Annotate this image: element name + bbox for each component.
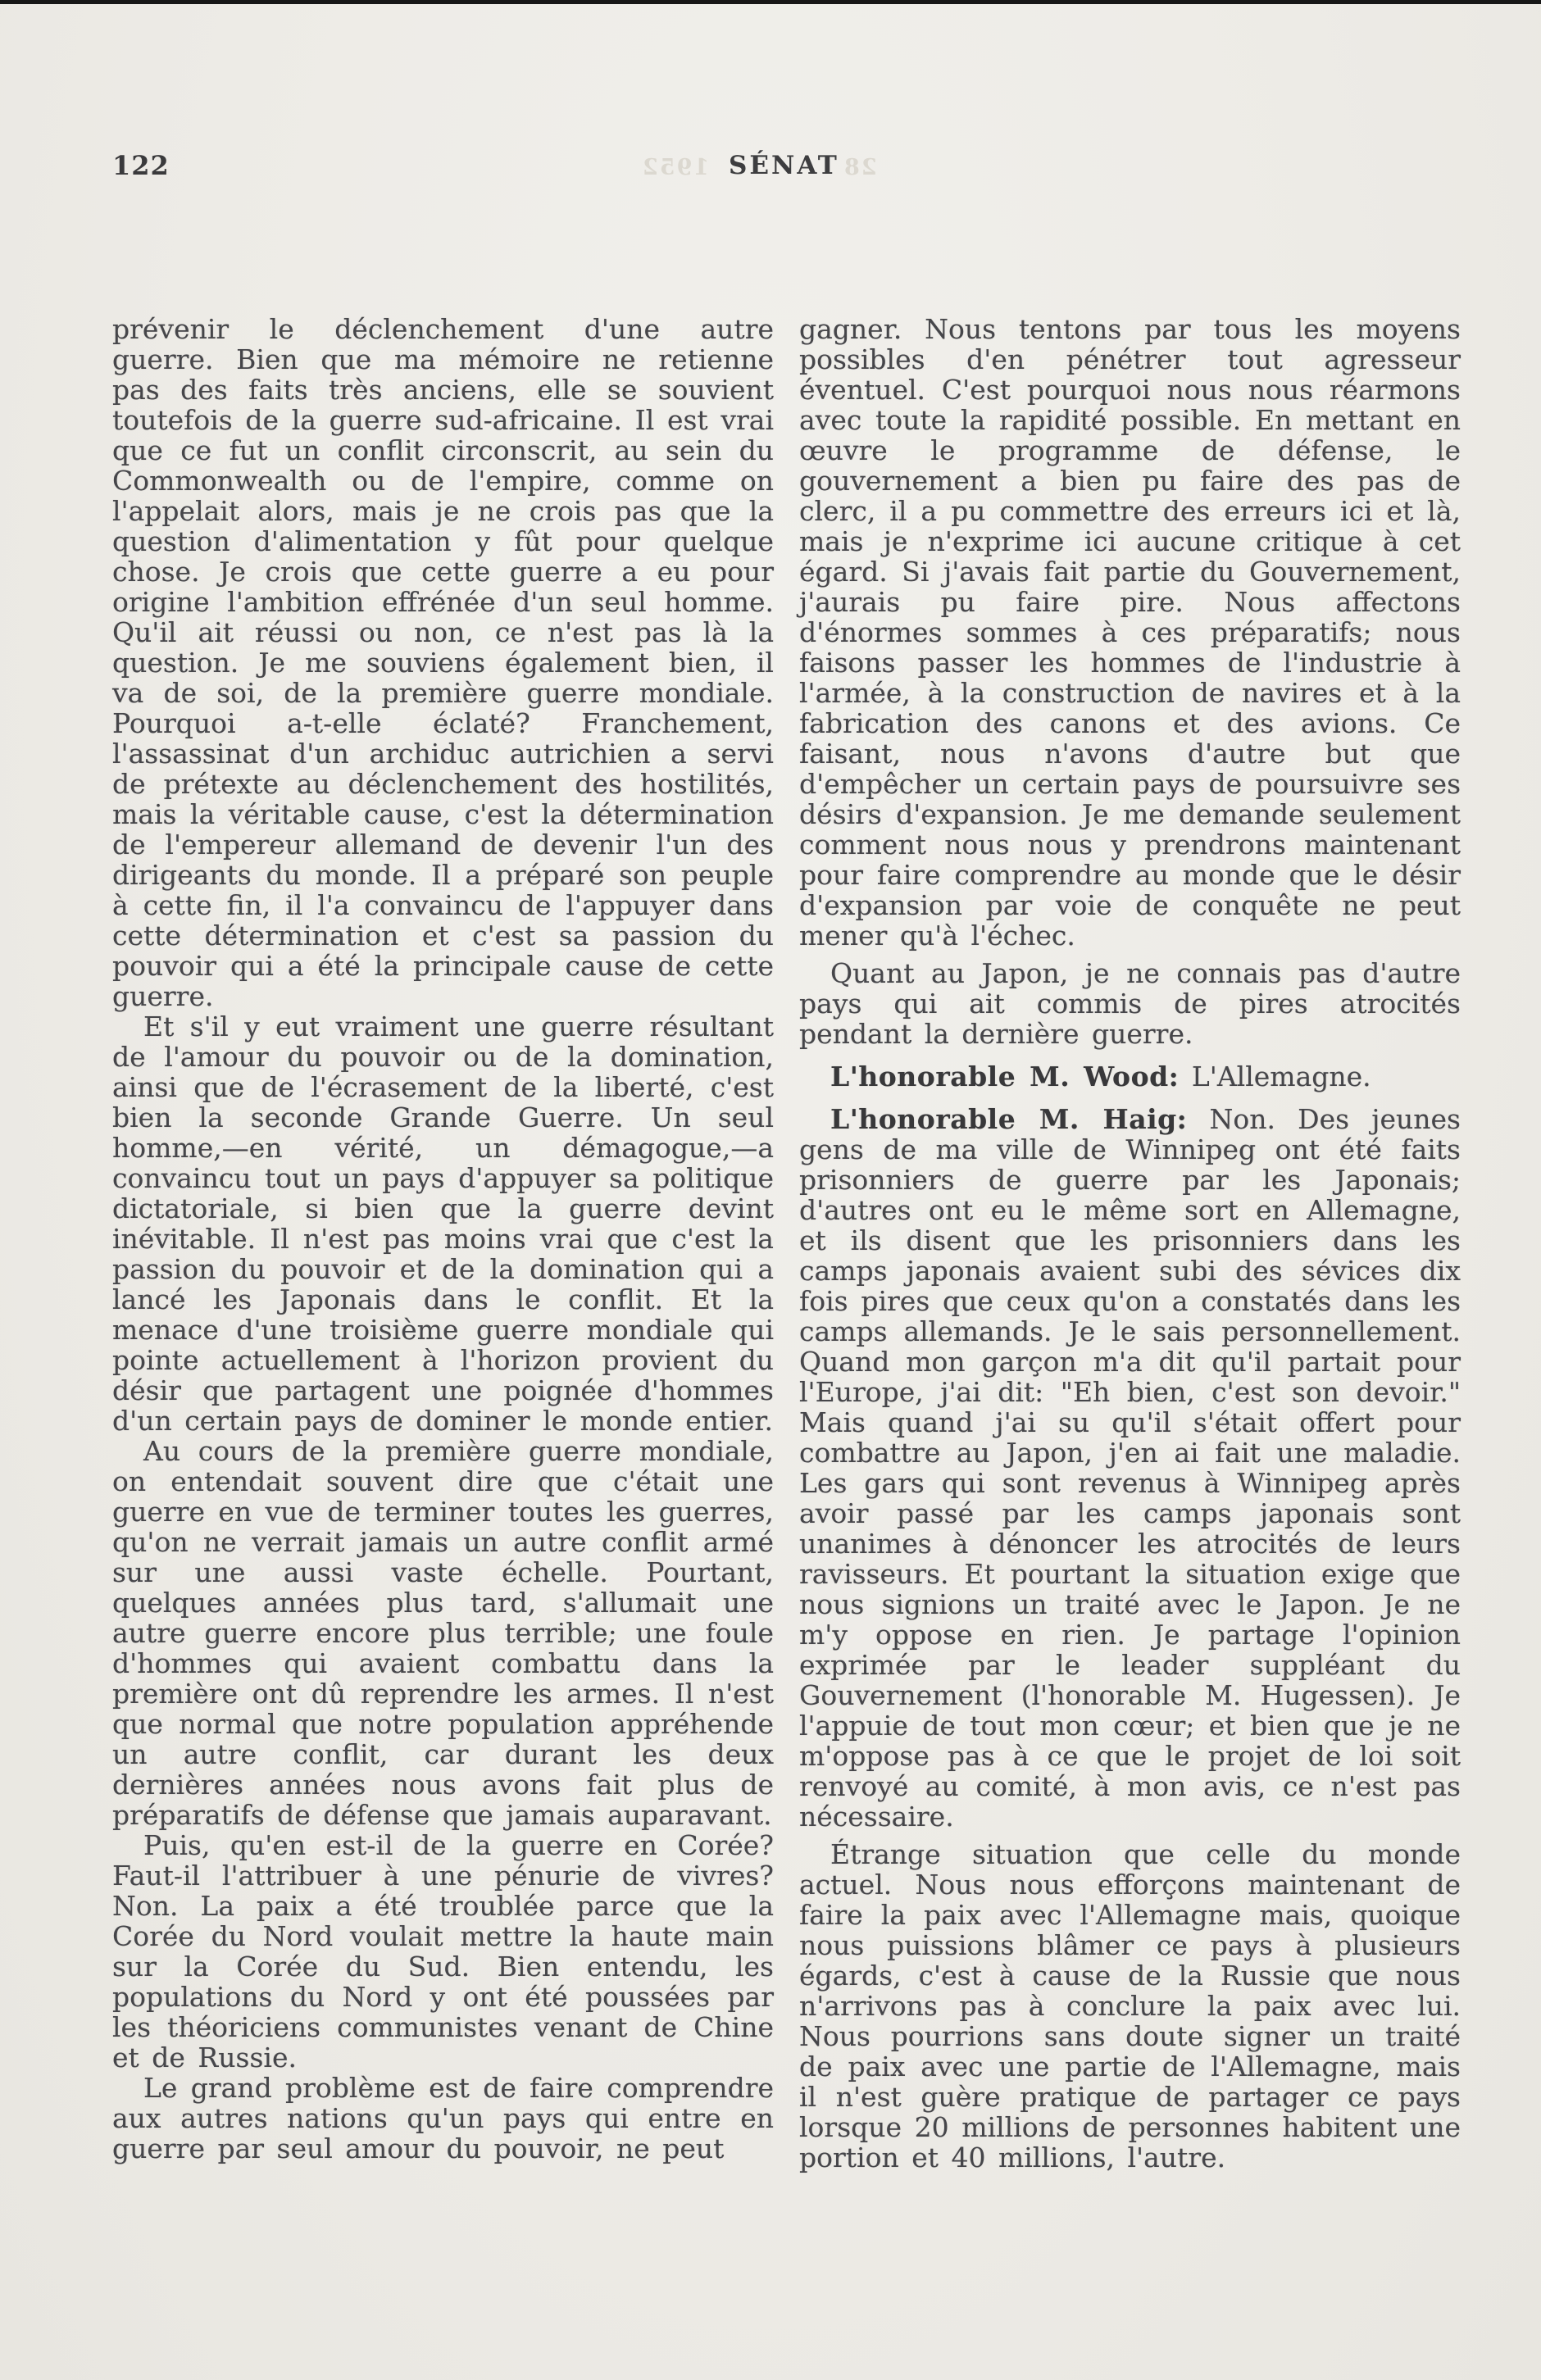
speaker-name: L'honorable M. Haig: xyxy=(830,1103,1188,1135)
paragraph: Au cours de la première guerre mondiale, on entendait souvent dire que c'était une guerre en vue de terminer toutes les guerres, qu'on ne verrait jamais un autre conflit armé sur une aussi vaste échelle. Pourtant, quelques années plus tard, s'allumait une autre guerre encore plus terrible; une foule d'hommes qui avaient combattu dans la première ont dû reprendre les armes. Il n'est que normal que notre population appréhende un autre conflit, car durant les deux dernières années nous avons fait plus de préparatifs de défense que jamais auparavant. xyxy=(112,1435,774,1831)
paragraph: Puis, qu'en est-il de la guerre en Corée? Faut-il l'attribuer à une pénurie de vivres? Non. La paix a été troublée parce que la Corée du Nord voulait mettre la haute main sur la Corée du Sud. Bien entendu, les populations du Nord y ont été poussées par les théoriciens communistes venant de Chine et de Russie. xyxy=(112,1829,774,2073)
left-column xyxy=(112,314,774,2164)
bleed-through-number: 28 xyxy=(843,155,877,180)
paragraph: gagner. Nous tentons par tous les moyens possibles d'en pénétrer tout agresseur éventuel. C'est pourquoi nous nous réarmons avec toute la rapidité possible. En mettant en œuvre le programme de défense, le gouvernement a bien pu faire des pas de clerc, il a pu commettre des erreurs ici et là, mais je n'exprime ici aucune critique à cet égard. Si j'avais fait partie du Gouvernement, j'aurais pu faire pire. Nous affectons d'énormes sommes à ces préparatifs; nous faisons passer les hommes de l'industrie à l'armée, à la construction de navires et à la fabrication des canons et des avions. Ce faisant, nous n'avons d'autre but que d'empêcher un certain pays de poursuivre ses désirs d'expansion. Je me demande seulement comment nous nous y prendrons maintenant pour faire comprendre au monde que le désir d'expansion par voie de conquête ne peut mener qu'à l'échec. xyxy=(799,313,1461,952)
speaker-name: L'honorable M. Wood: xyxy=(830,1061,1180,1092)
page-number: 122 xyxy=(112,150,170,181)
paragraph: Le grand problème est de faire comprendre aux autres nations qu'un pays qui entre en guerre par seul amour du pouvoir, ne peut xyxy=(112,2072,774,2164)
paragraph: prévenir le déclenchement d'une autre guerre. Bien que ma mémoire ne retienne pas des faits très anciens, elle se souvient toutefois de la guerre sud-africaine. Il est vrai que ce fut un conflit circonscrit, au sein du Commonwealth ou de l'empire, comme on l'appelait alors, mais je ne crois pas que la question d'alimentation y fût pour quelque chose. Je crois que cette guerre a eu pour origine l'ambition effrénée d'un seul homme. Qu'il ait réussi ou non, ce n'est pas là la question. Je me souviens également bien, il va de soi, de la première guerre mondiale. Pourquoi a-t-elle éclaté? Franchement, l'assassinat d'un archiduc autrichien a servi de prétexte au déclenchement des hostilités, mais la véritable cause, c'est la détermination de l'empereur allemand de devenir l'un des dirigeants du monde. Il a préparé son peuple à cette fin, il l'a convaincu de l'appuyer dans cette détermination et c'est sa passion du pouvoir qui a été la principale cause de cette guerre. xyxy=(112,313,774,1012)
bleed-through-year: 1952 xyxy=(641,155,710,180)
paragraph: Et s'il y eut vraiment une guerre résultant de l'amour du pouvoir ou de la domination, ainsi que de l'écrasement de la liberté, c'est bien la seconde Grande Guerre. Un seul homme,—en vérité, un démagogue,—a convaincu tout un pays d'appuyer sa politique dictatoriale, si bien que la guerre devint inévitable. Il n'est pas moins vrai que c'est la passion du pouvoir et de la domination qui a lancé les Japonais dans le conflit. Et la menace d'une troisième guerre mondiale qui pointe actuellement à l'horizon provient du désir que partagent une poignée d'hommes d'un certain pays de dominer le monde entier. xyxy=(112,1011,774,1437)
right-column xyxy=(799,314,1461,2173)
paragraph: L'honorable M. Wood: L'Allemagne. xyxy=(830,1061,1371,1092)
paragraph: Étrange situation que celle du monde actuel. Nous nous efforçons maintenant de faire la paix avec l'Allemagne mais, quoique nous puissions blâmer ce pays à plusieurs égards, c'est à cause de la Russie que nous n'arrivons pas à conclure la paix avec lui. Nous pourrions sans doute signer un traité de paix avec une partie de l'Allemagne, mais il n'est guère pratique de partager ce pays lorsque 20 millions de personnes habitent une portion et 40 millions, l'autre. xyxy=(799,1838,1461,2173)
header-title: SÉNAT xyxy=(729,151,839,180)
paragraph: Quant au Japon, je ne connais pas d'autre pays qui ait commis de pires atrocités pendant la dernière guerre. xyxy=(799,957,1461,1050)
paragraph: L'honorable M. Haig: Non. Des jeunes gens de ma ville de Winnipeg ont été faits prisonniers de guerre par les Japonais; d'autres ont eu le même sort en Allemagne, et ils disent que les prisonniers dans les camps japonais avaient subi des sévices dix fois pires que ceux qu'on a constatés dans les camps allemands. Je le sais personnellement. Quand mon garçon m'a dit qu'il partait pour l'Europe, j'ai dit: "Eh bien, c'est son devoir." Mais quand j'ai su qu'il s'était offert pour combattre au Japon, j'en ai fait une maladie. Les gars qui sont revenus à Winnipeg après avoir passé par les camps japonais sont unanimes à dénoncer les atrocités de leurs ravisseurs. Et pourtant la situation exige que nous signions un traité avec le Japon. Je ne m'y oppose en rien. Je partage l'opinion exprimée par le leader suppléant du Gouvernement (l'honorable M. Hugessen). Je l'appuie de tout mon cœur; et bien que je ne m'oppose pas à ce que le projet de loi soit renvoyé au comité, à mon avis, ce n'est pas nécessaire. xyxy=(799,1103,1461,1833)
scan-top-edge xyxy=(0,0,1541,4)
